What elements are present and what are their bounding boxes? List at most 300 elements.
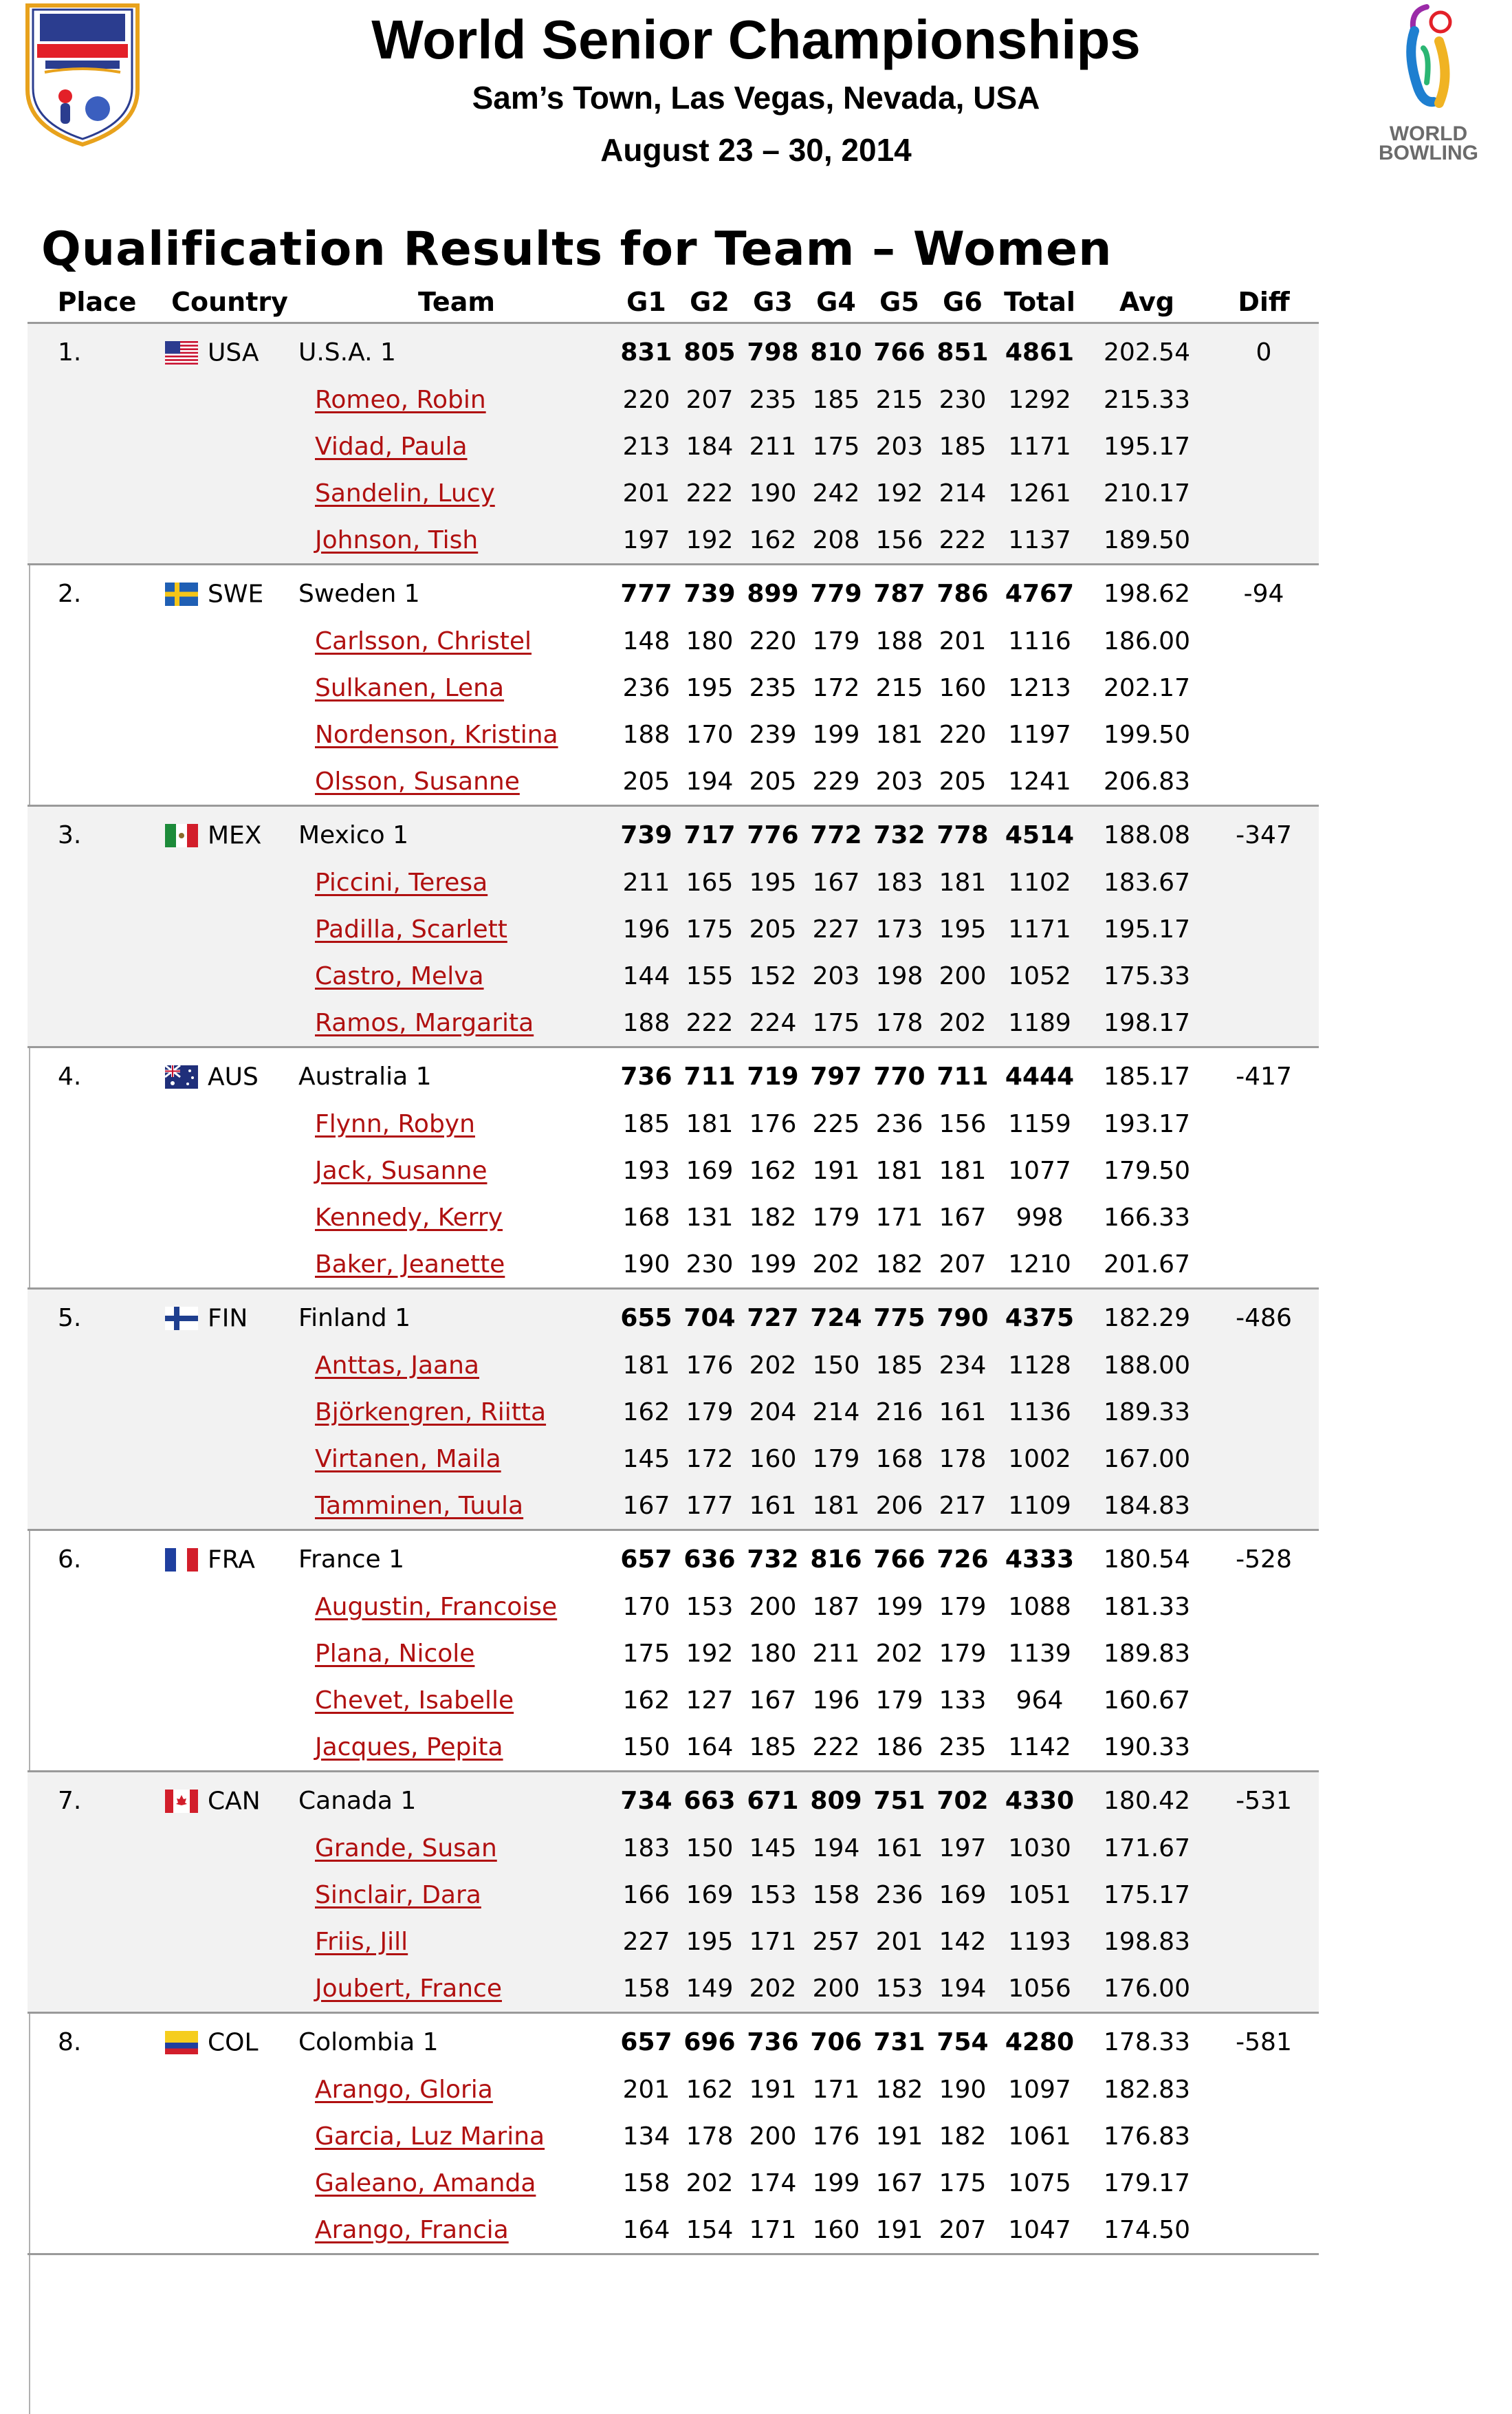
- player-game-score: 178: [686, 2122, 734, 2151]
- player-game-score: 164: [622, 2215, 670, 2244]
- player-total: 1189: [1008, 1008, 1071, 1037]
- page-title: Qualification Results for Team – Women: [41, 222, 1113, 276]
- player-game-score: 222: [812, 1732, 860, 1761]
- player-cell: [298, 2066, 615, 2113]
- australia-flag-icon: [165, 1065, 198, 1089]
- player-total: 1139: [1008, 1639, 1071, 1668]
- player-game-score: 156: [939, 1109, 987, 1138]
- player-total: 1030: [1008, 1834, 1071, 1862]
- team-group: [28, 806, 1319, 1047]
- col-g1: G1: [626, 287, 666, 317]
- player-game-score: 197: [939, 1834, 987, 1862]
- col-total: Total: [1004, 287, 1075, 317]
- team-game-score: 696: [683, 2027, 736, 2056]
- player-name-link[interactable]: Romeo, Robin: [315, 385, 486, 414]
- player-total: 1171: [1008, 915, 1071, 944]
- player-game-score: 160: [939, 673, 987, 702]
- player-cell: [298, 2206, 615, 2254]
- team-place: 2.: [58, 579, 82, 608]
- canada-flag-icon: [165, 1790, 198, 1813]
- team-game-score: 775: [873, 1303, 925, 1332]
- team-country: [161, 323, 298, 377]
- player-game-score: 224: [749, 1008, 797, 1037]
- team-avg: 188.08: [1104, 820, 1190, 849]
- team-game-score: 798: [747, 338, 799, 367]
- player-game-score: 225: [812, 1109, 860, 1138]
- player-game-score: 179: [939, 1639, 987, 1668]
- player-avg: 210.17: [1104, 479, 1190, 508]
- player-game-score: 222: [686, 1008, 734, 1037]
- player-game-score: 162: [749, 525, 797, 554]
- team-country: [161, 806, 298, 860]
- player-game-score: 191: [749, 2075, 797, 2104]
- player-game-score: 185: [749, 1732, 797, 1761]
- player-game-score: 227: [622, 1927, 670, 1956]
- player-total: 1097: [1008, 2075, 1071, 2104]
- player-avg: 179.17: [1104, 2168, 1190, 2197]
- player-row: [28, 376, 1319, 423]
- team-name: Finland 1: [298, 1303, 410, 1332]
- country-code: FIN: [208, 1304, 248, 1333]
- player-game-score: 214: [939, 479, 987, 508]
- col-g2: G2: [690, 287, 730, 317]
- player-game-score: 182: [875, 2075, 923, 2104]
- player-total: 1052: [1008, 961, 1071, 990]
- team-game-score: 711: [936, 1062, 989, 1091]
- player-total: 1102: [1008, 868, 1071, 897]
- player-avg: 195.17: [1104, 432, 1190, 461]
- player-game-score: 185: [875, 1351, 923, 1380]
- player-name-link[interactable]: Piccini, Teresa: [315, 868, 488, 897]
- player-cell: [298, 376, 615, 423]
- team-game-score: 851: [936, 338, 989, 367]
- player-game-score: 182: [749, 1203, 797, 1232]
- player-game-score: 234: [939, 1351, 987, 1380]
- team-total: 4861: [1005, 338, 1075, 367]
- player-total: 1261: [1008, 479, 1071, 508]
- player-name-link[interactable]: Arango, Gloria: [315, 2075, 493, 2104]
- player-row: [28, 1482, 1319, 1530]
- player-game-score: 200: [939, 961, 987, 990]
- player-row: [28, 1389, 1319, 1435]
- player-game-score: 184: [686, 432, 734, 461]
- country-code: MEX: [208, 821, 262, 850]
- team-name: Colombia 1: [298, 2027, 439, 2056]
- player-avg: 202.17: [1104, 673, 1190, 702]
- player-game-score: 165: [686, 868, 734, 897]
- player-game-score: 207: [939, 1250, 987, 1279]
- player-game-score: 150: [622, 1732, 670, 1761]
- world-bowling-wordmark-line2: BOWLING: [1379, 142, 1478, 164]
- player-row: [28, 2206, 1319, 2254]
- player-game-score: 171: [749, 1927, 797, 1956]
- team-game-score: 726: [936, 1545, 989, 1574]
- team-diff: -528: [1236, 1545, 1292, 1574]
- player-game-score: 160: [749, 1444, 797, 1473]
- player-game-score: 217: [939, 1491, 987, 1520]
- player-cell: [298, 758, 615, 806]
- player-avg: 195.17: [1104, 915, 1190, 944]
- player-game-score: 199: [749, 1250, 797, 1279]
- player-game-score: 134: [622, 2122, 670, 2151]
- player-avg: 176.00: [1104, 1974, 1190, 2003]
- team-game-score: 719: [747, 1062, 799, 1091]
- player-game-score: 191: [812, 1156, 860, 1185]
- team-total: 4514: [1005, 820, 1075, 849]
- team-diff: -94: [1243, 579, 1284, 608]
- player-game-score: 207: [939, 2215, 987, 2244]
- player-game-score: 169: [686, 1156, 734, 1185]
- player-game-score: 160: [812, 2215, 860, 2244]
- player-cell: [298, 906, 615, 953]
- player-avg: 188.00: [1104, 1351, 1190, 1380]
- player-game-score: 222: [939, 525, 987, 554]
- team-avg: 178.33: [1104, 2027, 1190, 2056]
- team-game-score: 717: [683, 820, 736, 849]
- player-game-score: 191: [875, 2122, 923, 2151]
- team-game-score: 739: [620, 820, 672, 849]
- team-game-score: 778: [936, 820, 989, 849]
- player-game-score: 177: [686, 1491, 734, 1520]
- player-name-link[interactable]: Baker, Jeanette: [315, 1250, 505, 1279]
- player-game-score: 206: [875, 1491, 923, 1520]
- player-game-score: 145: [622, 1444, 670, 1473]
- team-country: [161, 565, 298, 618]
- player-game-score: 195: [939, 915, 987, 944]
- player-game-score: 195: [749, 868, 797, 897]
- player-row: [28, 1583, 1319, 1630]
- player-game-score: 200: [749, 1592, 797, 1621]
- player-cell: [298, 1871, 615, 1918]
- player-name-link[interactable]: Vidad, Paula: [315, 432, 468, 461]
- team-row: [28, 1047, 1319, 1101]
- player-game-score: 194: [812, 1834, 860, 1862]
- player-name-link[interactable]: Castro, Melva: [315, 961, 484, 990]
- player-name-link[interactable]: Augustin, Francoise: [315, 1592, 558, 1621]
- player-row: [28, 423, 1319, 470]
- player-name-link[interactable]: Nordenson, Kristina: [315, 720, 558, 749]
- col-g4: G4: [816, 287, 856, 317]
- team-group: [28, 1289, 1319, 1530]
- player-name-link[interactable]: Carlsson, Christel: [315, 627, 532, 655]
- player-name-link[interactable]: Kennedy, Kerry: [315, 1203, 503, 1232]
- player-cell: [298, 953, 615, 999]
- team-game-score: 766: [873, 1545, 925, 1574]
- player-game-score: 197: [622, 525, 670, 554]
- team-country: [161, 1772, 298, 1825]
- player-game-score: 178: [939, 1444, 987, 1473]
- team-game-score: 657: [620, 1545, 672, 1574]
- player-game-score: 181: [686, 1109, 734, 1138]
- player-game-score: 215: [875, 385, 923, 414]
- team-game-score: 777: [620, 579, 672, 608]
- player-game-score: 167: [875, 2168, 923, 2197]
- player-game-score: 194: [686, 767, 734, 796]
- player-total: 1142: [1008, 1732, 1071, 1761]
- team-place: 3.: [58, 820, 82, 849]
- player-row: [28, 1723, 1319, 1772]
- player-row: [28, 470, 1319, 516]
- player-cell: [298, 470, 615, 516]
- player-game-score: 207: [686, 385, 734, 414]
- player-total: 1197: [1008, 720, 1071, 749]
- player-game-score: 150: [812, 1351, 860, 1380]
- player-game-score: 193: [622, 1156, 670, 1185]
- player-game-score: 153: [875, 1974, 923, 2003]
- team-game-score: 899: [747, 579, 799, 608]
- player-game-score: 201: [875, 1927, 923, 1956]
- player-row: [28, 664, 1319, 711]
- player-name-link[interactable]: Chevet, Isabelle: [315, 1686, 514, 1715]
- player-game-score: 179: [812, 627, 860, 655]
- player-game-score: 190: [939, 2075, 987, 2104]
- player-game-score: 203: [875, 432, 923, 461]
- player-game-score: 242: [812, 479, 860, 508]
- player-game-score: 167: [812, 868, 860, 897]
- event-dates: August 23 – 30, 2014: [600, 132, 912, 168]
- player-game-score: 181: [939, 1156, 987, 1185]
- player-avg: 189.33: [1104, 1398, 1190, 1426]
- player-cell: [298, 1389, 615, 1435]
- team-game-score: 805: [683, 338, 736, 367]
- player-game-score: 200: [749, 2122, 797, 2151]
- player-name-link[interactable]: Virtanen, Maila: [315, 1444, 501, 1473]
- player-game-score: 182: [939, 2122, 987, 2151]
- player-row: [28, 2113, 1319, 2160]
- player-game-score: 220: [622, 385, 670, 414]
- player-cell: [298, 1825, 615, 1871]
- player-game-score: 230: [939, 385, 987, 414]
- player-name-link[interactable]: Plana, Nicole: [315, 1639, 475, 1668]
- team-game-score: 704: [683, 1303, 736, 1332]
- player-game-score: 213: [622, 432, 670, 461]
- player-game-score: 161: [749, 1491, 797, 1520]
- player-name-link[interactable]: Anttas, Jaana: [315, 1351, 479, 1380]
- player-game-score: 179: [812, 1203, 860, 1232]
- player-game-score: 198: [875, 961, 923, 990]
- team-total: 4280: [1005, 2027, 1075, 2056]
- team-game-score: 776: [747, 820, 799, 849]
- player-avg: 175.33: [1104, 961, 1190, 990]
- player-avg: 182.83: [1104, 2075, 1190, 2104]
- player-name-link[interactable]: Flynn, Robyn: [315, 1109, 475, 1138]
- player-avg: 198.17: [1104, 1008, 1190, 1037]
- player-game-score: 131: [686, 1203, 734, 1232]
- player-total: 1241: [1008, 767, 1071, 796]
- team-game-score: 671: [747, 1786, 799, 1815]
- player-name-link[interactable]: Björkengren, Riitta: [315, 1398, 547, 1426]
- player-avg: 193.17: [1104, 1109, 1190, 1138]
- player-game-score: 170: [622, 1592, 670, 1621]
- team-game-score: 636: [683, 1545, 736, 1574]
- player-game-score: 179: [875, 1686, 923, 1715]
- player-name-link[interactable]: Padilla, Scarlett: [315, 915, 507, 944]
- team-avg: 180.54: [1104, 1545, 1190, 1574]
- player-total: 1116: [1008, 627, 1071, 655]
- player-total: 1128: [1008, 1351, 1071, 1380]
- team-game-score: 810: [810, 338, 862, 367]
- player-avg: 201.67: [1104, 1250, 1190, 1279]
- player-row: [28, 1435, 1319, 1482]
- player-cell: [298, 1482, 615, 1530]
- team-place: 8.: [58, 2027, 82, 2056]
- player-avg: 175.17: [1104, 1880, 1190, 1909]
- player-name-link[interactable]: Johnson, Tish: [315, 525, 479, 554]
- player-total: 1075: [1008, 2168, 1071, 2197]
- player-name-link[interactable]: Ramos, Margarita: [315, 1008, 534, 1037]
- player-cell: [298, 1723, 615, 1772]
- player-game-score: 236: [622, 673, 670, 702]
- team-group: [28, 323, 1319, 565]
- team-place: 4.: [58, 1062, 82, 1091]
- team-avg: 198.62: [1104, 579, 1190, 608]
- player-name-link[interactable]: Sinclair, Dara: [315, 1880, 481, 1909]
- player-row: [28, 1825, 1319, 1871]
- player-game-score: 211: [812, 1639, 860, 1668]
- player-name-link[interactable]: Galeano, Amanda: [315, 2168, 536, 2197]
- player-avg: 166.33: [1104, 1203, 1190, 1232]
- player-game-score: 190: [622, 1250, 670, 1279]
- player-game-score: 181: [812, 1491, 860, 1520]
- team-row: [28, 1772, 1319, 1825]
- player-avg: 183.67: [1104, 868, 1190, 897]
- player-game-score: 176: [686, 1351, 734, 1380]
- player-game-score: 227: [812, 915, 860, 944]
- player-cell: [298, 1100, 615, 1147]
- player-row: [28, 1630, 1319, 1677]
- player-total: 1213: [1008, 673, 1071, 702]
- player-cell: [298, 1583, 615, 1630]
- player-avg: 174.50: [1104, 2215, 1190, 2244]
- player-game-score: 185: [939, 432, 987, 461]
- player-game-score: 211: [622, 868, 670, 897]
- player-game-score: 201: [622, 2075, 670, 2104]
- player-game-score: 174: [749, 2168, 797, 2197]
- team-game-score: 831: [620, 338, 672, 367]
- team-avg: 185.17: [1104, 1062, 1190, 1091]
- player-row: [28, 1965, 1319, 2013]
- player-game-score: 179: [686, 1398, 734, 1426]
- player-total: 1077: [1008, 1156, 1071, 1185]
- team-diff: -531: [1236, 1786, 1292, 1815]
- player-game-score: 236: [875, 1109, 923, 1138]
- player-name-link[interactable]: Arango, Francia: [315, 2215, 509, 2244]
- player-total: 1109: [1008, 1491, 1071, 1520]
- player-total: 1136: [1008, 1398, 1071, 1426]
- player-game-score: 208: [812, 525, 860, 554]
- player-name-link[interactable]: Tamminen, Tuula: [315, 1491, 524, 1520]
- player-cell: [298, 2160, 615, 2206]
- player-avg: 199.50: [1104, 720, 1190, 749]
- player-game-score: 205: [939, 767, 987, 796]
- event-venue: Sam’s Town, Las Vegas, Nevada, USA: [472, 80, 1040, 116]
- col-place: Place: [57, 287, 137, 317]
- player-game-score: 180: [749, 1639, 797, 1668]
- player-game-score: 203: [812, 961, 860, 990]
- team-group: [28, 1047, 1319, 1289]
- player-game-score: 205: [622, 767, 670, 796]
- team-name: France 1: [298, 1545, 405, 1574]
- player-name-link[interactable]: Sandelin, Lucy: [315, 479, 495, 508]
- player-game-score: 162: [622, 1686, 670, 1715]
- player-game-score: 158: [812, 1880, 860, 1909]
- player-game-score: 216: [875, 1398, 923, 1426]
- player-game-score: 172: [812, 673, 860, 702]
- team-avg: 182.29: [1104, 1303, 1190, 1332]
- player-game-score: 167: [622, 1491, 670, 1520]
- player-game-score: 173: [875, 915, 923, 944]
- player-row: [28, 859, 1319, 906]
- team-game-score: 702: [936, 1786, 989, 1815]
- country-code: CAN: [208, 1787, 261, 1816]
- player-game-score: 145: [749, 1834, 797, 1862]
- player-game-score: 172: [686, 1444, 734, 1473]
- player-name-link[interactable]: Grande, Susan: [315, 1834, 497, 1862]
- player-game-score: 192: [686, 525, 734, 554]
- player-game-score: 195: [686, 1927, 734, 1956]
- col-country: Country: [171, 287, 288, 317]
- player-name-link[interactable]: Jack, Susanne: [315, 1156, 487, 1185]
- player-game-score: 154: [686, 2215, 734, 2244]
- team-game-score: 732: [747, 1545, 799, 1574]
- player-game-score: 169: [939, 1880, 987, 1909]
- player-game-score: 220: [749, 627, 797, 655]
- player-game-score: 220: [939, 720, 987, 749]
- player-game-score: 166: [622, 1880, 670, 1909]
- player-game-score: 201: [622, 479, 670, 508]
- player-name-link[interactable]: Sulkanen, Lena: [315, 673, 505, 702]
- player-game-score: 133: [939, 1686, 987, 1715]
- player-game-score: 222: [686, 479, 734, 508]
- header-row: [28, 282, 1319, 323]
- country-code: AUS: [208, 1063, 259, 1091]
- player-total: 998: [1016, 1203, 1064, 1232]
- player-game-score: 149: [686, 1974, 734, 2003]
- player-avg: 171.67: [1104, 1834, 1190, 1862]
- france-flag-icon: [165, 1548, 198, 1572]
- country-code: USA: [208, 338, 259, 367]
- player-game-score: 171: [749, 2215, 797, 2244]
- player-cell: [298, 711, 615, 758]
- player-game-score: 194: [939, 1974, 987, 2003]
- team-diff: -486: [1236, 1303, 1292, 1332]
- player-game-score: 171: [875, 1203, 923, 1232]
- team-row: [28, 1289, 1319, 1342]
- player-game-score: 178: [875, 1008, 923, 1037]
- player-game-score: 162: [749, 1156, 797, 1185]
- player-game-score: 236: [875, 1880, 923, 1909]
- team-game-score: 754: [936, 2027, 989, 2056]
- player-game-score: 148: [622, 627, 670, 655]
- player-name-link[interactable]: Garcia, Luz Marina: [315, 2122, 545, 2151]
- player-game-score: 180: [686, 627, 734, 655]
- player-name-link[interactable]: Olsson, Susanne: [315, 767, 520, 796]
- player-game-score: 205: [749, 915, 797, 944]
- player-name-link[interactable]: Friis, Jill: [315, 1927, 408, 1956]
- player-name-link[interactable]: Jacques, Pepita: [315, 1732, 503, 1761]
- team-game-score: 706: [810, 2027, 862, 2056]
- country-code: FRA: [208, 1545, 255, 1574]
- player-cell: [298, 1194, 615, 1241]
- player-name-link[interactable]: Joubert, France: [315, 1974, 502, 2003]
- team-group: [28, 1530, 1319, 1772]
- player-game-score: 235: [939, 1732, 987, 1761]
- team-name: Australia 1: [298, 1062, 432, 1091]
- team-game-score: 739: [683, 579, 736, 608]
- player-game-score: 201: [939, 627, 987, 655]
- player-cell: [298, 1147, 615, 1194]
- player-avg: 198.83: [1104, 1927, 1190, 1956]
